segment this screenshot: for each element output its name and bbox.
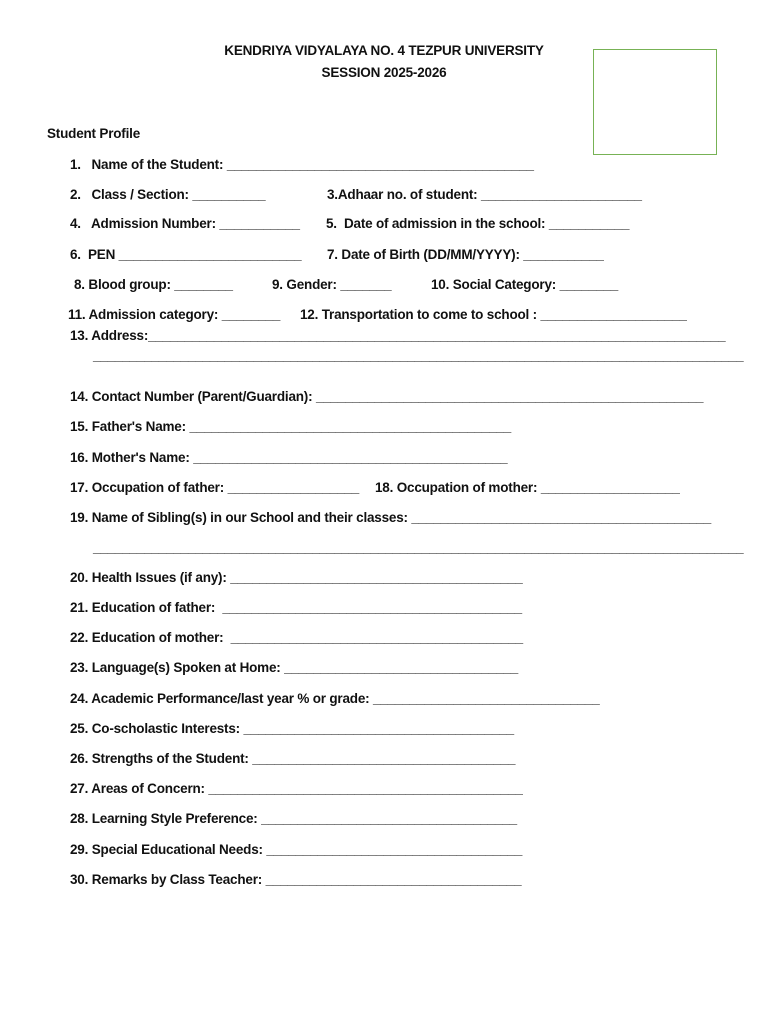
field-social-category: 10. Social Category: ________ bbox=[431, 277, 619, 292]
field-contact-number: 14. Contact Number (Parent/Guardian): _____________________________________________________ bbox=[70, 389, 704, 404]
field-teacher-remarks: 30. Remarks by Class Teacher: ___________________________________ bbox=[70, 872, 522, 887]
field-blood-group: 8. Blood group: ________ bbox=[74, 277, 233, 292]
field-class-section: 2. Class / Section: __________ bbox=[70, 187, 266, 202]
field-mother-occupation: 18. Occupation of mother: ___________________ bbox=[375, 480, 680, 495]
field-health-issues: 20. Health Issues (if any): ________________________________________ bbox=[70, 570, 523, 585]
section-title: Student Profile bbox=[47, 126, 141, 141]
field-siblings: 19. Name of Sibling(s) in our School and their classes: _________________________________________ bbox=[70, 510, 712, 525]
field-home-languages: 23. Language(s) Spoken at Home: ________________________________ bbox=[70, 660, 518, 675]
field-academic-performance: 24. Academic Performance/last year % or grade: _______________________________ bbox=[70, 691, 600, 706]
field-address-line-2: _________________________________________________________________________________________ bbox=[93, 348, 744, 363]
field-father-occupation: 17. Occupation of father: __________________ bbox=[70, 480, 360, 495]
session-title: SESSION 2025-2026 bbox=[321, 65, 447, 80]
field-strengths: 26. Strengths of the Student: ____________________________________ bbox=[70, 751, 516, 766]
field-admission-date: 5. Date of admission in the school: ___________ bbox=[326, 216, 630, 231]
field-special-needs: 29. Special Educational Needs: ___________________________________ bbox=[70, 842, 523, 857]
field-co-scholastic: 25. Co-scholastic Interests: _____________________________________ bbox=[70, 721, 514, 736]
school-name: KENDRIYA VIDYALAYA NO. 4 TEZPUR UNIVERSITY bbox=[224, 43, 544, 58]
field-transportation: 12. Transportation to come to school : ____________________ bbox=[300, 307, 687, 322]
field-areas-of-concern: 27. Areas of Concern: ___________________________________________ bbox=[70, 781, 523, 796]
field-date-of-birth: 7. Date of Birth (DD/MM/YYYY): ___________ bbox=[327, 247, 604, 262]
field-siblings-line-2: _________________________________________________________________________________________ bbox=[93, 540, 744, 555]
field-father-name: 15. Father's Name: ____________________________________________ bbox=[70, 419, 512, 434]
field-student-name: 1. Name of the Student: __________________________________________ bbox=[70, 157, 534, 172]
field-admission-category: 11. Admission category: ________ bbox=[68, 307, 281, 322]
photo-box bbox=[593, 49, 717, 155]
field-mother-name: 16. Mother's Name: ___________________________________________ bbox=[70, 450, 508, 465]
field-pen: 6. PEN _________________________ bbox=[70, 247, 302, 262]
field-admission-number: 4. Admission Number: ___________ bbox=[70, 216, 300, 231]
field-gender: 9. Gender: _______ bbox=[272, 277, 392, 292]
field-father-education: 21. Education of father: _________________________________________ bbox=[70, 600, 522, 615]
field-mother-education: 22. Education of mother: ________________________________________ bbox=[70, 630, 523, 645]
field-learning-style: 28. Learning Style Preference: ___________________________________ bbox=[70, 811, 517, 826]
field-address: 13. Address:_______________________________________________________________________________ bbox=[70, 328, 726, 343]
field-adhaar-no: 3.Adhaar no. of student: ______________________ bbox=[327, 187, 642, 202]
